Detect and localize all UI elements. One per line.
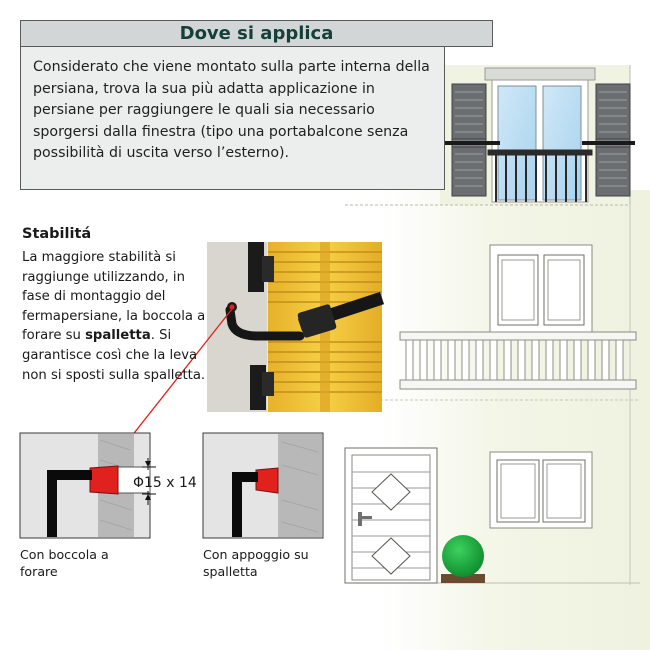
left-shutter [452, 84, 486, 196]
caption-support: Con appoggio su spalletta [203, 547, 309, 579]
stability-text-a: La maggiore stabilità si raggiunge utilizzando, in fase di montaggio del fermapersiane, la boccola a forare su [22, 250, 206, 344]
stability-text-bold: spalletta [85, 328, 151, 344]
stability-text-b: . Si garantisce così che la leva non si sposti sulla spalletta. [22, 328, 206, 383]
detail-support [203, 433, 323, 538]
page-title: Dove si applica [179, 23, 334, 44]
dimension-label: Φ15 x 14 [133, 475, 197, 491]
shutter-stay-photo [207, 242, 382, 412]
intro-text: Considerato che viene montato sulla parte interna della persiana, trova la sua più adatta applicazione in persiane per raggiungere le quali sia necessario sporgersi dalla finestra (tipo una portabalcone senza possibilità di uscita verso l’esterno). [20, 46, 445, 190]
entrance-door [345, 448, 437, 583]
potted-shrub [441, 535, 485, 583]
right-shutter [596, 84, 630, 196]
balcony-window [445, 68, 635, 202]
lower-window [490, 452, 592, 528]
middle-window [490, 245, 592, 335]
title-banner [20, 20, 493, 47]
caption-bushing: Con boccola a forare [20, 547, 109, 579]
stability-text [22, 248, 210, 385]
stability-heading: Stabilitá [22, 226, 92, 242]
